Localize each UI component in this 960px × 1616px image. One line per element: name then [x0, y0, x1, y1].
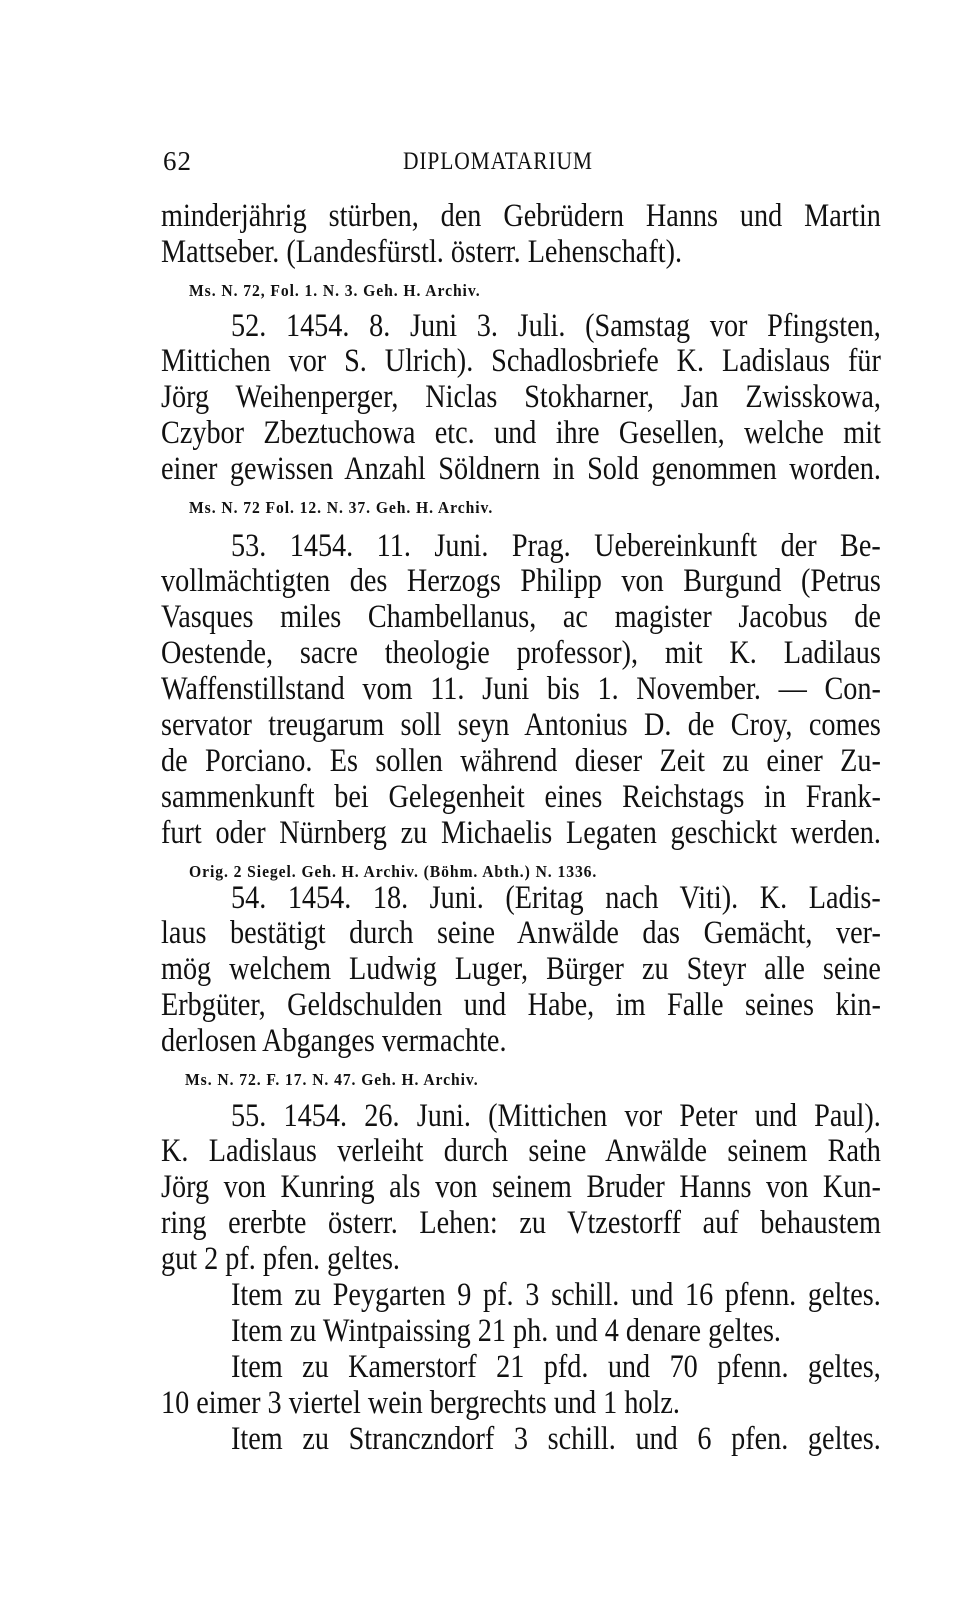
entry-heading-line: 53. 1454. 11. Juni. Prag. Uebereinkunft der Be- — [231, 528, 881, 564]
text-line: furt oder Nürnberg zu Michaelis Legaten geschickt werden. — [161, 815, 881, 851]
text-line: Oestende, sacre theologie professor), mit K. Ladilaus — [161, 635, 881, 671]
text-line: Czybor Zbeztuchowa etc. und ihre Gesellen, welche mit — [161, 415, 881, 451]
entry-heading-line: 52. 1454. 8. Juni 3. Juli. (Samstag vor Pfingsten, — [231, 308, 881, 344]
text-line: einer gewissen Anzahl Söldnern in Sold genommen worden. — [161, 451, 881, 487]
text-line: ring ererbte österr. Lehen: zu Vtzestorff auf behaustem — [161, 1205, 881, 1241]
item-line: Item zu Stranczndorf 3 schill. und 6 pfen. geltes. — [231, 1421, 881, 1457]
running-title: DIPLOMATARIUM — [403, 148, 593, 175]
text-line: Jörg von Kunring als von seinem Bruder Hanns von Kun- — [161, 1169, 881, 1205]
source-note: Ms. N. 72, Fol. 1. N. 3. Geh. H. Archiv. — [189, 281, 481, 300]
text-line: K. Ladislaus verleiht durch seine Anwälde seinem Rath — [161, 1133, 881, 1169]
source-note: Ms. N. 72. F. 17. N. 47. Geh. H. Archiv. — [185, 1070, 479, 1089]
text-line: laus bestätigt durch seine Anwälde das Gemächt, ver- — [161, 915, 881, 951]
text-line: de Porciano. Es sollen während dieser Zeit zu einer Zu- — [161, 743, 881, 779]
text-line: gut 2 pf. pfen. geltes. — [161, 1241, 400, 1277]
text-line: Vasques miles Chambellanus, ac magister Jacobus de — [161, 599, 881, 635]
entry-heading-line: 55. 1454. 26. Juni. (Mittichen vor Peter und Paul). — [231, 1098, 881, 1134]
running-head — [163, 146, 879, 186]
text-line: minderjährig stürben, den Gebrüdern Hanns und Martin — [161, 198, 881, 234]
text-line: derlosen Abganges vermachte. — [161, 1023, 507, 1059]
text-line: Erbgüter, Geldschulden und Habe, im Falle seines kin- — [161, 987, 881, 1023]
text-line: servator treugarum soll seyn Antonius D. de Croy, comes — [161, 707, 881, 743]
text-line: 10 eimer 3 viertel wein bergrechts und 1 holz. — [161, 1385, 680, 1421]
text-line: Waffenstillstand vom 11. Juni bis 1. November. — Con- — [161, 671, 881, 707]
text-line: vollmächtigten des Herzogs Philipp von Burgund (Petrus — [161, 563, 881, 599]
text-line: Jörg Weihenperger, Niclas Stokharner, Jan Zwisskowa, — [161, 379, 881, 415]
item-line: Item zu Wintpaissing 21 ph. und 4 denare geltes. — [231, 1313, 781, 1349]
text-line: sammenkunft bei Gelegenheit eines Reichstags in Frank- — [161, 779, 881, 815]
entry-heading-line: 54. 1454. 18. Juni. (Eritag nach Viti). K. Ladis- — [231, 880, 881, 916]
text-line: mög welchem Ludwig Luger, Bürger zu Steyr alle seine — [161, 951, 881, 987]
item-line: Item zu Kamerstorf 21 pfd. und 70 pfenn. geltes, — [231, 1349, 881, 1385]
source-note: Ms. N. 72 Fol. 12. N. 37. Geh. H. Archiv. — [189, 498, 494, 517]
text-line: Mattseber. (Landesfürstl. österr. Lehenschaft). — [161, 234, 683, 270]
text-line: Mittichen vor S. Ulrich). Schadlosbriefe K. Ladislaus für — [161, 343, 881, 379]
item-line: Item zu Peygarten 9 pf. 3 schill. und 16 pfenn. geltes. — [231, 1277, 881, 1313]
source-note: Orig. 2 Siegel. Geh. H. Archiv. (Böhm. Abth.) N. 1336. — [189, 862, 598, 881]
page-number: 62 — [163, 146, 192, 176]
